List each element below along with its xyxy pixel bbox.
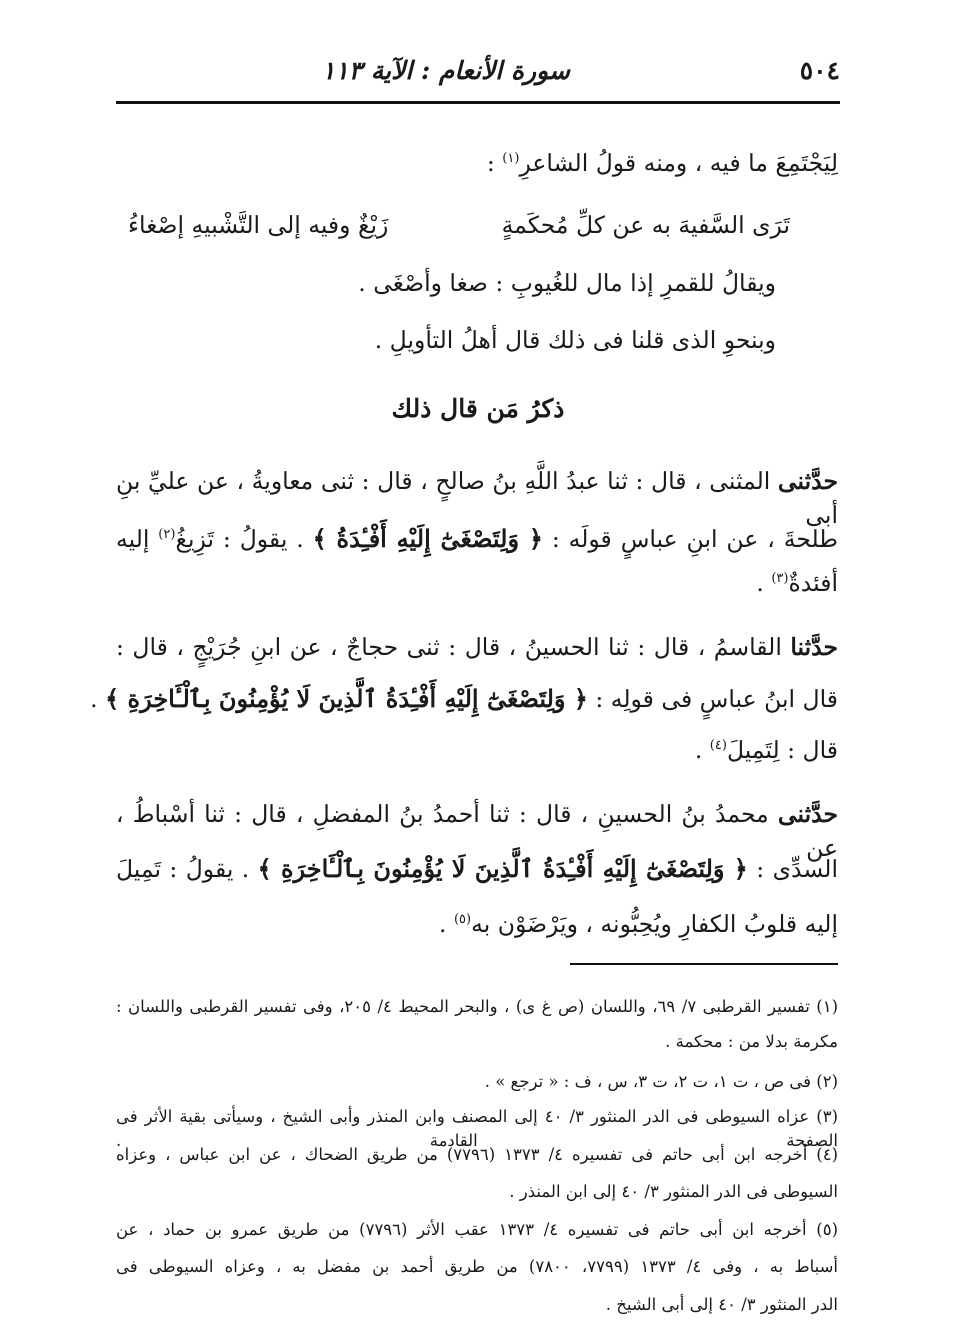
running-title: سورة الأنعام : الآية ١١٣ (321, 56, 570, 85)
narration-1-text-1: المثنى ، قال : ثنا عبدُ اللَّهِ بنُ صالحٍ ، قال : ثنى معاويةُ ، عن عليِّ بنِ أبى (116, 467, 838, 529)
footnote-rule (570, 963, 838, 965)
header-rule (116, 101, 840, 104)
footnote-1-line-1: (١) تفسير القرطبى ٧/ ٦٩، واللسان (ص غ ى) ، والبحر المحيط ٤/ ٢٠٥، وفى تفسير القرطبى واللسان : (116, 997, 839, 1016)
section-heading: ذكرُ مَن قال ذلك (391, 394, 565, 423)
narration-1-text-3: أفئدةٌ (788, 568, 838, 597)
narration-1-text-2b: . يقولُ : تَزِيغُ (175, 524, 313, 553)
narration-1-text-2a: طلحةَ ، عن ابنِ عباسٍ قولَه : (542, 524, 838, 553)
narration-3-text-3: إليه قلوبُ الكفارِ ويُحِبُّونه ، ويَرْضَوْن به (471, 909, 838, 938)
narration-3-line-2 (116, 852, 838, 886)
footnote-5-line-1: (٥) أخرجه ابن أبى حاتم فى تفسيره ٤/ ١٣٧٣ عقب الأثر (٧٧٩٦) من طريق عمرو بن حماد ، عن (116, 1220, 839, 1239)
footnote-4-line-1: (٤) أخرجه ابن أبى حاتم فى تفسيره ٤/ ١٣٧٣ (٧٧٩٦) من طريق الضحاك ، عن ابن عباس ، وعزاه (116, 1145, 839, 1164)
narration-3-line-3 (439, 903, 838, 941)
intro-line (487, 142, 838, 180)
footnote-1-line-2: مكرمة بدلا من : محكمة . (665, 1032, 838, 1051)
narration-1-lead: حدَّثنى (777, 467, 838, 495)
footnote-ref-5: (٥) (453, 912, 472, 927)
intro-text: لِيَجْتَمِعَ ما فيه ، ومنه قولُ الشاعرِ (519, 148, 838, 177)
footnote-4-line-2: السيوطى فى الدر المنثور ٣/ ٤٠ إلى ابن المنذر . (509, 1182, 838, 1201)
narration-1-text-3-end: . (756, 568, 772, 597)
intro-end: : (486, 148, 503, 177)
verse-hemistich-1: تَرَى السَّفيهَ به عن كلِّ مُحكَمةٍ (501, 211, 790, 239)
footnote-2: (٢) فى ص ، ت ١، ت ٢، ت ٣، س ، ف : « ترجع » . (484, 1072, 838, 1091)
footnote-ref-1: (١) (502, 151, 520, 166)
quran-quote-1: ﴿ وَلِتَصْغَىٰٓ إِلَيْهِ أَفْـِٔدَةُ ﴾ (312, 523, 543, 553)
narration-3-text-2a: السدِّى : (747, 855, 838, 883)
narration-3-text-1: محمدُ بنُ الحسينِ ، قال : ثنا أحمدُ بنُ المفضلِ ، قال : ثنا أسْباطُ ، عن (116, 800, 838, 862)
narration-2-line-2 (90, 682, 838, 716)
quran-quote-2: ﴿ وَلِتَصْغَىٰٓ إِلَيْهِ أَفْـِٔدَةُ ٱلَّذِينَ لَا يُؤْمِنُونَ بِٱلْـَٔاخِرَةِ ﴾ (105, 684, 588, 713)
page-header (118, 50, 840, 100)
narration-3-text-2b: . يقولُ : تَمِيلَ (116, 855, 258, 883)
footnote-ref-2: (٢) (158, 527, 176, 542)
narration-3-text-3-end: . (439, 909, 454, 938)
footnote-5-line-3: الدر المنثور ٣/ ٤٠ إلى أبى الشيخ . (605, 1295, 838, 1314)
narration-3-lead: حدَّثنى (777, 800, 838, 828)
footnote-ref-3: (٣) (771, 571, 789, 586)
footnote-ref-4: (٤) (709, 738, 727, 753)
paragraph-moon: ويقالُ للقمرِ إذا مال للغُيوبِ : صغا وأصْغَى . (358, 269, 776, 297)
page-number: ٥٠٤ (799, 56, 840, 85)
narration-2-text-1: القاسمُ ، قال : ثنا الحسينُ ، قال : ثنى حجاجٌ ، عن ابنِ جُرَيْجٍ ، قال : (116, 633, 791, 661)
narration-2-text-3-end: . (694, 735, 710, 764)
narration-2-text-2a: قال ابنُ عباسٍ فى قولِه : (587, 685, 838, 713)
narration-2-lead: حدَّثنا (790, 633, 838, 661)
narration-2-line-3 (695, 729, 838, 767)
footnote-5-line-2: أسباط به ، وفى ٤/ ١٣٧٣ (٧٧٩٩، ٧٨٠٠) من طريق أحمد بن مفضل به ، وعزاه السيوطى فى (116, 1257, 839, 1276)
narration-2-text-3: قال : لِتَمِيلَ (726, 735, 838, 764)
narration-1-text-2c: إليه (116, 524, 159, 553)
footnote-3: (٣) عزاه السيوطى فى الدر المنثور ٣/ ٤٠ إلى المصنف وابن المنذر وأبى الشيخ ، وسيأتى بقية الأثر فى الصفحة القادمة . (116, 1107, 838, 1150)
narration-2-line-1 (116, 630, 838, 664)
narration-1-line-2 (116, 518, 838, 556)
paragraph-method: وبنحوِ الذى قلنا فى ذلك قال أهلُ التأويلِ . (374, 326, 776, 354)
narration-1-line-3 (756, 562, 838, 600)
quran-quote-3: ﴿ وَلِتَصْغَىٰٓ إِلَيْهِ أَفْـِٔدَةُ ٱلَّذِينَ لَا يُؤْمِنُونَ بِٱلْـَٔاخِرَةِ ﴾ (257, 854, 748, 883)
verse-hemistich-2: زَيْغٌ وفيه إلى التَّشْبيهِ إصْغاءُ (128, 211, 389, 239)
narration-2-text-2b: . (90, 685, 106, 713)
